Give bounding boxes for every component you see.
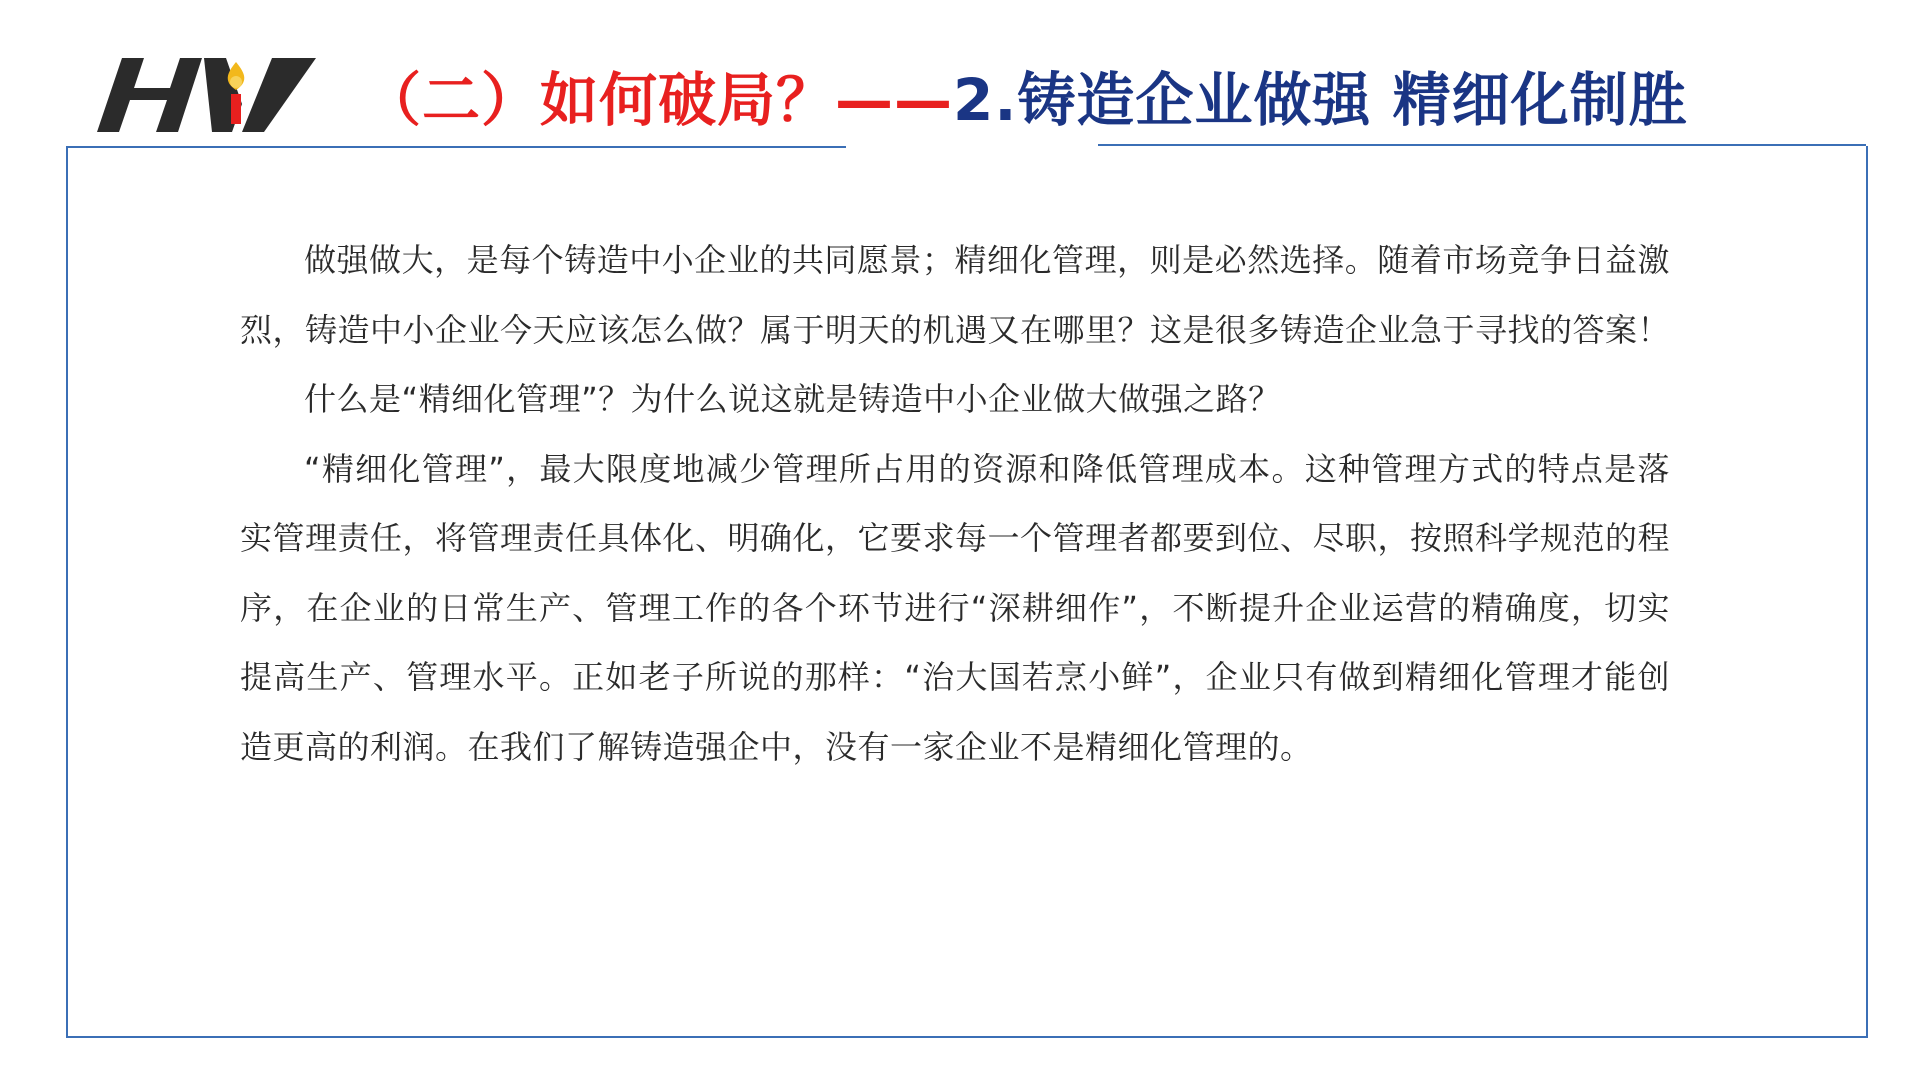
- logo-letter-y-right: [242, 58, 316, 132]
- paragraph-1: 做强做大，是每个铸造中小企业的共同愿景；精细化管理，则是必然选择。随着市场竞争日益激烈，铸造中小企业今天应该怎么做？属于明天的机遇又在哪里？这是很多铸造企业急于寻找的答案！: [240, 241, 1671, 349]
- paragraph-2: 什么是“精细化管理”？为什么说这就是铸造中小企业做大做强之路？: [304, 380, 1281, 418]
- title-section-label: （二）如何破局？——: [363, 66, 954, 134]
- company-logo: [92, 56, 318, 134]
- frame-top-right-line: [1098, 144, 1866, 146]
- title-topic: 2.铸造企业做强 精细化制胜: [953, 66, 1688, 134]
- logo-stem: [231, 94, 241, 124]
- frame-top-left-line: [66, 146, 846, 148]
- logo-flame-core: [230, 76, 242, 88]
- body-text: [240, 226, 1670, 782]
- logo-letter-h: [97, 58, 202, 132]
- paragraph-3: “精细化管理”，最大限度地减少管理所占用的资源和降低管理成本。这种管理方式的特点是落实管理责任，将管理责任具体化、明确化，它要求每一个管理者都要到位、尽职，按照科学规范的程序，在企业的日常生产、管理工作的各个环节进行“深耕细作”，不断提升企业运营的精确度，切实提高生产、管理水平。正如老子所说的那样：“治大国若烹小鲜”，企业只有做到精细化管理才能创造更高的利润。在我们了解铸造强企中，没有一家企业不是精细化管理的。: [240, 449, 1671, 766]
- page-title: [363, 60, 1688, 140]
